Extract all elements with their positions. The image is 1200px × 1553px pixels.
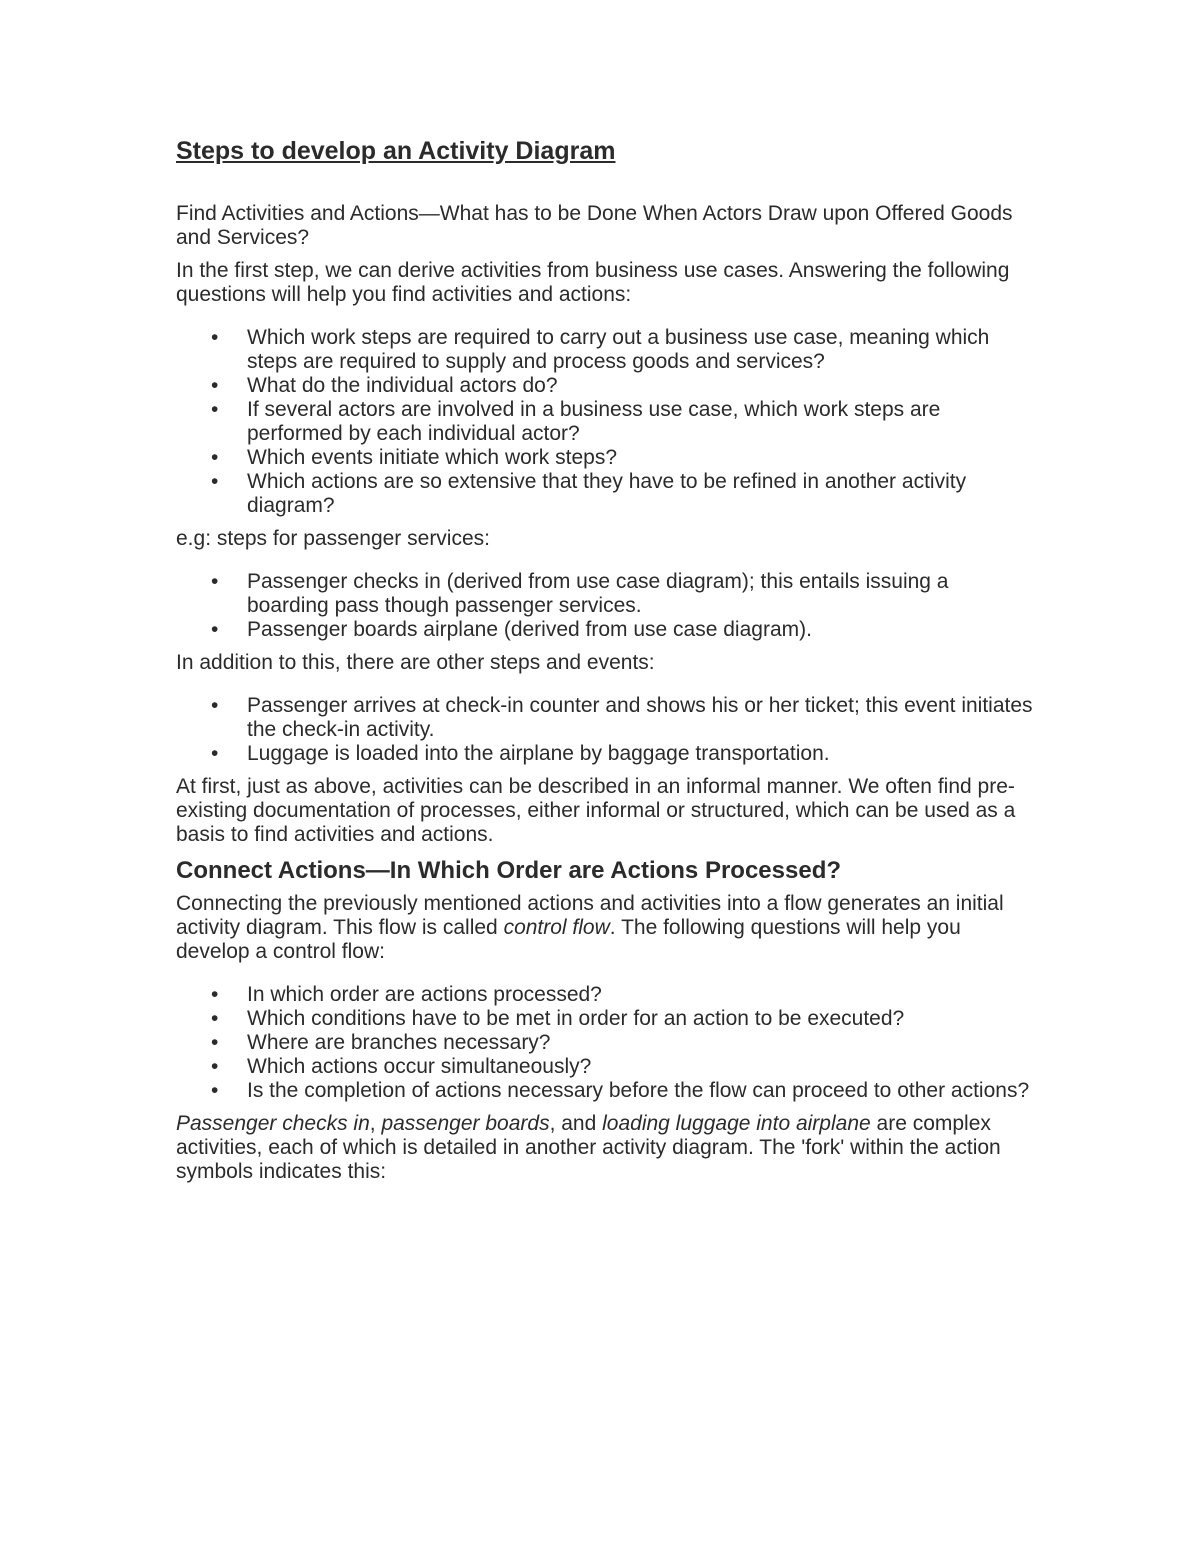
list-item: • Passenger boards airplane (derived from use case diagram).	[211, 618, 812, 641]
question-list-1	[176, 326, 1036, 518]
bullet-icon: •	[211, 1079, 219, 1102]
question-list-2	[176, 983, 1036, 1103]
bullet-icon: •	[211, 470, 219, 493]
list-item: • Which events initiate which work steps?	[211, 446, 617, 469]
bullet-icon: •	[211, 374, 219, 397]
paragraph-example-intro: e.g: steps for passenger services:	[176, 527, 490, 550]
document-title: Steps to develop an Activity Diagram	[176, 137, 616, 165]
list-item: • In which order are actions processed?	[211, 983, 602, 1006]
term-control-flow: control flow	[503, 916, 610, 939]
list-item: • Where are branches necessary?	[211, 1031, 551, 1054]
list-item: • Which actions are so extensive that they have to be refined in another activity diagram?	[211, 470, 967, 517]
list-item: • Which conditions have to be met in order for an action to be executed?	[211, 1007, 905, 1030]
bullet-icon: •	[211, 446, 219, 469]
list-item: • Passenger arrives at check-in counter and shows his or her ticket; this event initiates the check-in activity.	[211, 694, 1033, 741]
bullet-icon: •	[211, 1055, 219, 1078]
bullet-icon: •	[211, 326, 219, 349]
bullet-icon: •	[211, 983, 219, 1006]
list-item: • Which work steps are required to carry out a business use case, meaning which steps are required to supply and process goods and services?	[211, 326, 990, 373]
bullet-icon: •	[211, 570, 219, 593]
list-item: • Luggage is loaded into the airplane by baggage transportation.	[211, 742, 830, 765]
list-item: • Passenger checks in (derived from use case diagram); this entails issuing a boarding pass though passenger services.	[211, 570, 949, 617]
paragraph-closing-1: At first, just as above, activities can be described in an informal manner. We often find pre-existing documentation of processes, either informal or structured, which can be used as a basis to find activities and actions.	[176, 775, 1016, 846]
bullet-icon: •	[211, 694, 219, 717]
bullet-icon: •	[211, 742, 219, 765]
list-item: • Is the completion of actions necessary before the flow can proceed to other actions?	[211, 1079, 1030, 1102]
list-item: • If several actors are involved in a business use case, which work steps are performed by each individual actor?	[211, 398, 941, 445]
bullet-icon: •	[211, 618, 219, 641]
bullet-icon: •	[211, 398, 219, 421]
section-heading-find-activities: Find Activities and Actions—What has to be Done When Actors Draw upon Offered Goods and Services?	[176, 202, 1013, 249]
section-heading-connect-actions: Connect Actions—In Which Order are Actions Processed?	[176, 857, 842, 884]
paragraph-addition-intro: In addition to this, there are other steps and events:	[176, 651, 655, 674]
paragraph-intro: In the first step, we can derive activities from business use cases. Answering the following questions will help you find activities and actions:	[176, 259, 1010, 306]
paragraph-closing-2: Passenger checks in, passenger boards, and loading luggage into airplane are complex activities, each of which is detailed in another activity diagram. The 'fork' within the action symbols indicates this:	[176, 1112, 1001, 1183]
paragraph-control-flow: Connecting the previously mentioned actions and activities into a flow generates an initial activity diagram. This flow is called control flow. The following questions will help you develop a control flow:	[176, 892, 1004, 963]
example-list	[176, 570, 1036, 642]
list-item: • What do the individual actors do?	[211, 374, 558, 397]
list-item: • Which actions occur simultaneously?	[211, 1055, 592, 1078]
document-body	[176, 136, 1036, 1184]
bullet-icon: •	[211, 1031, 219, 1054]
bullet-icon: •	[211, 1007, 219, 1030]
addition-list	[176, 694, 1036, 766]
